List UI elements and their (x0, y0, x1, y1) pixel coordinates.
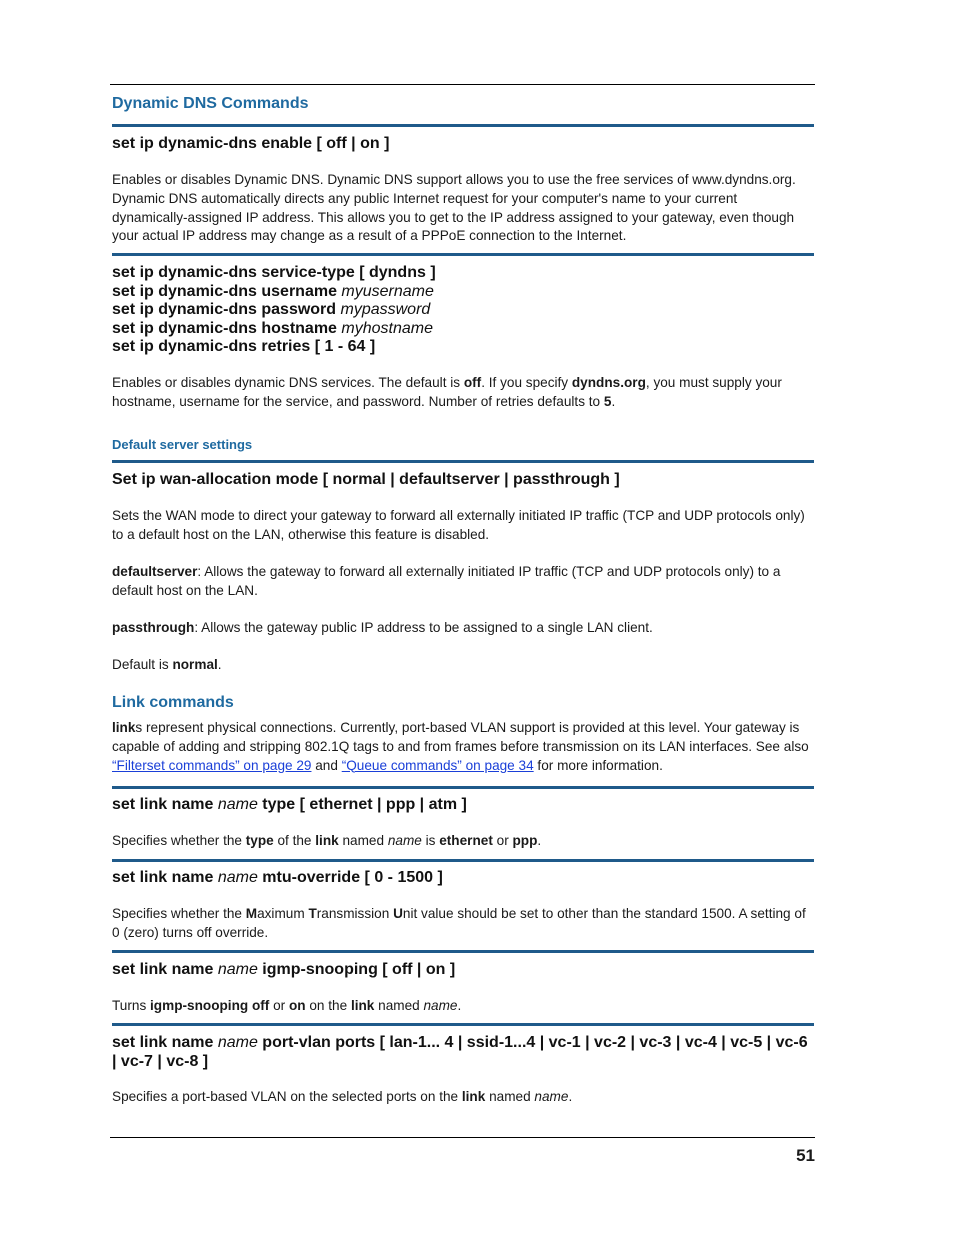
command-dyndns-enable: set ip dynamic-dns enable [ off | on ] (112, 135, 390, 152)
subsection-default-server: Default server settings (112, 437, 253, 452)
command-link-igmp: set link name name igmp-snooping [ off | on ] (112, 961, 456, 978)
divider (112, 950, 814, 953)
paragraph-passthrough: passthrough: Allows the gateway public IP address to be assigned to a single LAN client. (112, 620, 653, 635)
paragraph-defaultserver: defaultserver: Allows the gateway to forward all externally initiated IP traffic (TCP and UDP protocols only) to a default host on the LAN. (112, 564, 781, 598)
section-title-dynamic-dns: Dynamic DNS Commands (112, 95, 309, 112)
header-rule (110, 84, 815, 85)
command-username: set ip dynamic-dns username myusername (112, 282, 434, 300)
command-link-type: set link name name type [ ethernet | ppp | atm ] (112, 796, 467, 813)
command-wan-allocation: Set ip wan-allocation mode [ normal | defaultserver | passthrough ] (112, 471, 620, 488)
paragraph-link-intro: links represent physical connections. Currently, port-based VLAN support is provided at this level. Your gateway is capable of adding and stripping 802.1Q tags to and from frames before transmission on its LAN interfaces. See also “Filterset commands” on page 29 and “Queue commands” on page 34 for more information. (112, 720, 809, 773)
divider (112, 1023, 814, 1026)
page-number: 51 (796, 1146, 815, 1165)
divider (112, 786, 814, 789)
link-queue-commands[interactable]: “Queue commands” on page 34 (341, 757, 534, 773)
link-filterset-commands[interactable]: “Filterset commands” on page 29 (112, 757, 312, 773)
footer-rule (110, 1137, 815, 1138)
command-link-port-vlan: set link name name port-vlan ports [ lan-1... 4 | ssid-1...4 | vc-1 | vc-2 | vc-3 | vc-4 | vc-5 | vc-6 | vc-7 | vc-8 ] (112, 1034, 808, 1070)
command-group-dyndns-settings (112, 264, 814, 357)
paragraph-link-igmp: Turns igmp-snooping off or on on the link named name. (112, 998, 462, 1013)
command-hostname: set ip dynamic-dns hostname myhostname (112, 319, 433, 337)
paragraph-wan-mode: Sets the WAN mode to direct your gateway to forward all externally initiated IP traffic (TCP and UDP protocols only) to a default host on the LAN, otherwise this feature is disabled. (112, 508, 805, 542)
command-link-mtu: set link name name mtu-override [ 0 - 1500 ] (112, 869, 443, 886)
paragraph-dyndns-services: Enables or disables dynamic DNS services. The default is off. If you specify dyndns.org, you must supply your hostname, username for the service, and password. Number of retries defaults to 5. (112, 375, 782, 409)
paragraph-default-normal: Default is normal. (112, 657, 222, 672)
command-retries: set ip dynamic-dns retries [ 1 - 64 ] (112, 338, 376, 356)
paragraph-dyndns-description: Enables or disables Dynamic DNS. Dynamic DNS support allows you to use the free services of www.dyndns.org. Dynamic DNS automatically directs any public Internet request for your computer's name to your current dynamically-assigned IP address. This allows you to get to the IP address assigned to your gateway, even though your actual IP address may change as a result of a PPPoE connection to the Internet. (112, 172, 796, 244)
divider (112, 124, 814, 127)
paragraph-link-port-vlan: Specifies a port-based VLAN on the selected ports on the link named name. (112, 1089, 573, 1104)
command-service-type: set ip dynamic-dns service-type [ dyndns ] (112, 264, 436, 281)
command-password: set ip dynamic-dns password mypassword (112, 301, 431, 319)
section-title-link-commands: Link commands (112, 694, 234, 711)
divider (112, 253, 814, 256)
divider (112, 460, 814, 463)
divider (112, 859, 814, 862)
paragraph-link-mtu: Specifies whether the Maximum Transmission Unit value should be set to other than the standard 1500. A setting of 0 (zero) turns off override. (112, 906, 806, 940)
paragraph-link-type: Specifies whether the type of the link named name is ethernet or ppp. (112, 833, 542, 848)
